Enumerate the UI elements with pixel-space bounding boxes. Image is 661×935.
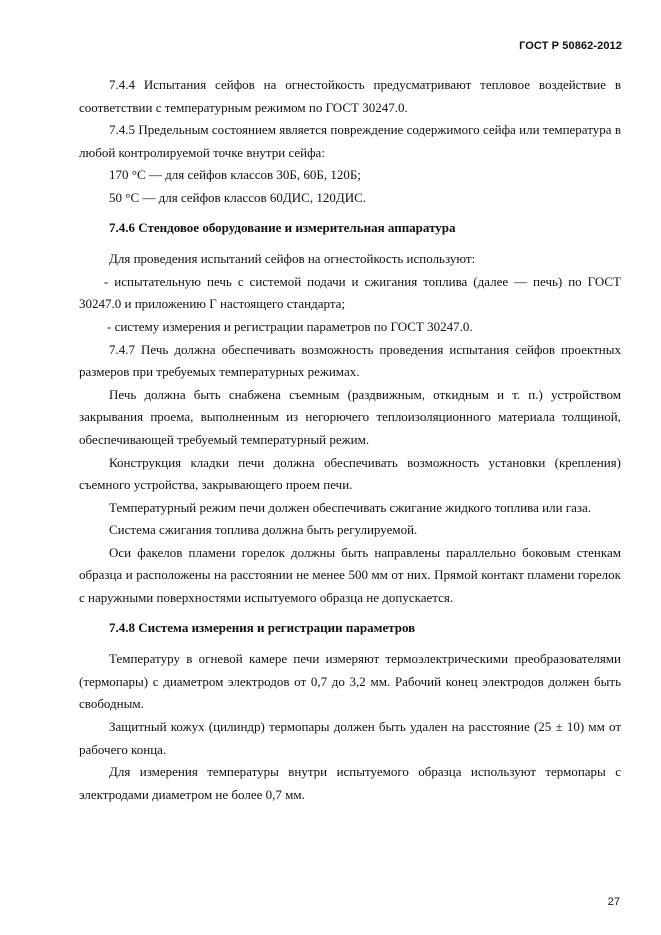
paragraph-protective-casing: Защитный кожух (цилиндр) термопары должен быть удален на расстояние (25 ± 10) мм от рабочего конца. (79, 719, 621, 757)
paragraph-internal-measurement: Для измерения температуры внутри испытуемого образца используют термопары с электродами диаметром не более 0,7 мм. (79, 764, 621, 802)
page-number: 27 (607, 896, 620, 908)
document-body (79, 74, 621, 806)
paragraph-7-4-4: 7.4.4 Испытания сейфов на огнестойкость предусматривают тепловое воздействие в соответствии с температурным режимом по ГОСТ 30247.0. (79, 77, 621, 115)
paragraph-masonry: Конструкция кладки печи должна обеспечивать возможность установки (крепления) съемного устройства, закрывающего проем печи. (79, 454, 621, 493)
paragraph-combustion-system: Система сжигания топлива должна быть регулируемой. (109, 522, 418, 538)
section-heading-7-4-6: 7.4.6 Стендовое оборудование и измерительная аппаратура (109, 219, 456, 235)
paragraph-furnace-closure: Печь должна быть снабжена съемным (раздвижным, откидным и т. п.) устройством закрывания проема, выполненным из негорючего теплоизоляционного материала толщиной, обеспечивающей требуемый температурный режим. (79, 386, 621, 447)
paragraph-thermocouples: Температуру в огневой камере печи измеряют термоэлектрическими преобразователями (термопары) с диаметром электродов от 0,7 до 3,2 мм. Рабочий конец электродов должен быть свободным. (79, 651, 621, 712)
paragraph-burner-flames: Оси факелов пламени горелок должны быть направлены параллельно боковым стенкам образца и расположены на расстоянии не менее 500 мм от них. Прямой контакт пламени горелок с наружными поверхностями испытуемого образца не допускается. (79, 544, 621, 606)
list-item-measurement: - систему измерения и регистрации параметров по ГОСТ 30247.0. (107, 318, 473, 334)
paragraph-7-4-7: 7.4.7 Печь должна обеспечивать возможность проведения испытания сейфов проектных размеров при требуемых температурных режимах. (79, 341, 621, 380)
limit-50: 50 °С — для сейфов классов 60ДИС, 120ДИС. (109, 189, 367, 205)
section-heading-7-4-8: 7.4.8 Система измерения и регистрации параметров (109, 619, 416, 635)
standard-header: ГОСТ Р 50862-2012 (519, 40, 622, 52)
limit-170: 170 °С — для сейфов классов 30Б, 60Б, 120Б; (109, 167, 361, 183)
list-item-furnace: - испытательную печь с системой подачи и сжигания топлива (далее — печь) по ГОСТ 30247.0 и приложению Г настоящего стандарта; (79, 273, 621, 312)
paragraph-temperature-regime: Температурный режим печи должен обеспечивать сжигание жидкого топлива или газа. (109, 499, 592, 515)
paragraph-7-4-5: 7.4.5 Предельным состоянием является повреждение содержимого сейфа или температура в любой контролируемой точке внутри сейфа: (79, 122, 621, 160)
paragraph-equipment-intro: Для проведения испытаний сейфов на огнестойкость используют: (109, 251, 476, 267)
